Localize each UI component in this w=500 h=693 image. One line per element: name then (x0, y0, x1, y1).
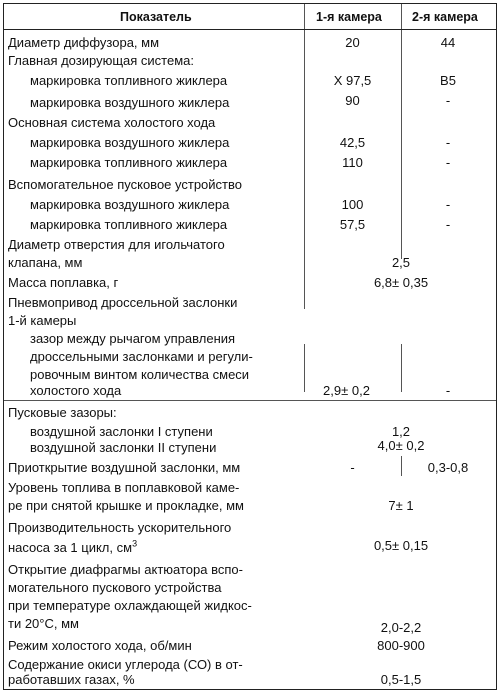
row-pump-line1: Производительность ускорительного (8, 520, 232, 535)
row-fuel-level-line2: ре при снятой крышке и прокладке, мм (8, 498, 244, 513)
row-needle-line2: клапана, мм (8, 255, 83, 270)
row-throttle-gap-label: воздушной заслонки I ступени (30, 424, 213, 439)
row-gap-line2: дроссельными заслонками и регули- (30, 349, 253, 364)
header-divider (4, 29, 496, 30)
row-float-mass-label: Масса поплавка, г (8, 275, 119, 290)
row-main-air-c1: 90 (345, 93, 360, 108)
row-aux-air-c2: - (445, 197, 451, 212)
row-needle-line1: Диаметр отверстия для игольчатого (8, 237, 225, 252)
row-divider (4, 400, 496, 401)
row-aux-fuel-c1: 57,5 (339, 217, 366, 232)
row-pump-line2-text: насоса за 1 цикл, см (8, 540, 133, 555)
row-idle-air-label: маркировка воздушного жиклера (30, 135, 230, 150)
header-col2: 1-я камера (316, 10, 382, 24)
row-diaphragm-line4: ти 20°С, мм (8, 616, 79, 631)
header-col3: 2-я камера (412, 10, 478, 24)
row-pump-value: 0,5± 0,15 (373, 538, 429, 553)
row-idle-fuel-c1: 110 (342, 155, 363, 170)
row-aux-air-label: маркировка воздушного жиклера (30, 197, 230, 212)
row-idle-fuel-c2: - (445, 155, 451, 170)
row-idle-rpm-value: 800-900 (377, 638, 425, 653)
row-diffuser-label: Диаметр диффузора, мм (8, 35, 160, 50)
row-gap-line3: ровочным винтом количества смеси (30, 367, 250, 382)
row-air-open-c2: 0,3-0,8 (427, 460, 469, 475)
row-main-fuel-c1: Х 97,5 (333, 73, 372, 88)
row-aux-fuel-c2: - (445, 217, 451, 232)
row-gap-c2: - (445, 383, 451, 398)
row-air-open-c1: - (350, 460, 355, 475)
row-idle-fuel-label: маркировка топливного жиклера (30, 155, 228, 170)
header-col1: Показатель (120, 10, 192, 24)
spec-table (3, 3, 497, 690)
row-pneumo-line1: Пневмопривод дроссельной заслонки (8, 295, 238, 310)
row-diaphragm-line2: могательного пускового устройства (8, 580, 222, 595)
row-diffuser-c2: 44 (440, 35, 456, 50)
row-co-line2: работавших газах, % (8, 672, 135, 687)
row-aux-fuel-label: маркировка топливного жиклера (30, 217, 228, 232)
row-idle-sys: Основная система холостого хода (8, 115, 216, 130)
row-throttle-gap-value: 1,2 (391, 424, 411, 439)
row-co-line1: Содержание окиси углерода (СО) в от- (8, 657, 243, 672)
row-aux-air-c1: 100 (341, 197, 364, 212)
row-air-gap-value: 4,0± 0,2 (377, 438, 425, 453)
row-idle-air-c1: 42,5 (339, 135, 366, 150)
row-aux-sys: Вспомогательное пусковое устройство (8, 177, 242, 192)
row-gap-line1: зазор между рычагом управления (30, 331, 236, 346)
row-main-sys: Главная дозирующая система: (8, 53, 194, 68)
row-gap-line4: холостого хода (30, 383, 122, 398)
row-start-gaps: Пусковые зазоры: (8, 405, 117, 420)
row-idle-rpm-label: Режим холостого хода, об/мин (8, 638, 192, 653)
row-diaphragm-line3: при температуре охлаждающей жидкос- (8, 598, 252, 613)
row-co-value: 0,5-1,5 (380, 672, 422, 687)
row-needle-value: 2,5 (391, 255, 411, 270)
row-diffuser-c1: 20 (345, 35, 360, 50)
row-main-fuel-c2: В5 (440, 73, 456, 88)
row-main-air-c2: - (445, 93, 451, 108)
row-air-open-label: Приоткрытие воздушной заслонки, мм (8, 460, 241, 475)
row-float-mass-value: 6,8± 0,35 (373, 275, 429, 290)
row-air-gap-label: воздушной заслонки II ступени (30, 440, 217, 455)
row-idle-air-c2: - (445, 135, 451, 150)
row-main-air-label: маркировка воздушного жиклера (30, 95, 230, 110)
row-pump-line2 (8, 539, 137, 557)
row-diaphragm-line1: Открытие диафрагмы актюатора вспо- (8, 562, 243, 577)
row-fuel-level-line1: Уровень топлива в поплавковой каме- (8, 480, 240, 495)
row-diaphragm-value: 2,0-2,2 (380, 620, 422, 635)
row-pump-sup: 3 (132, 538, 138, 549)
row-pneumo-line2: 1-й камеры (8, 313, 77, 328)
row-gap-c1: 2,9± 0,2 (323, 383, 370, 398)
row-main-fuel-label: маркировка топливного жиклера (30, 73, 228, 88)
row-fuel-level-value: 7± 1 (388, 498, 414, 513)
